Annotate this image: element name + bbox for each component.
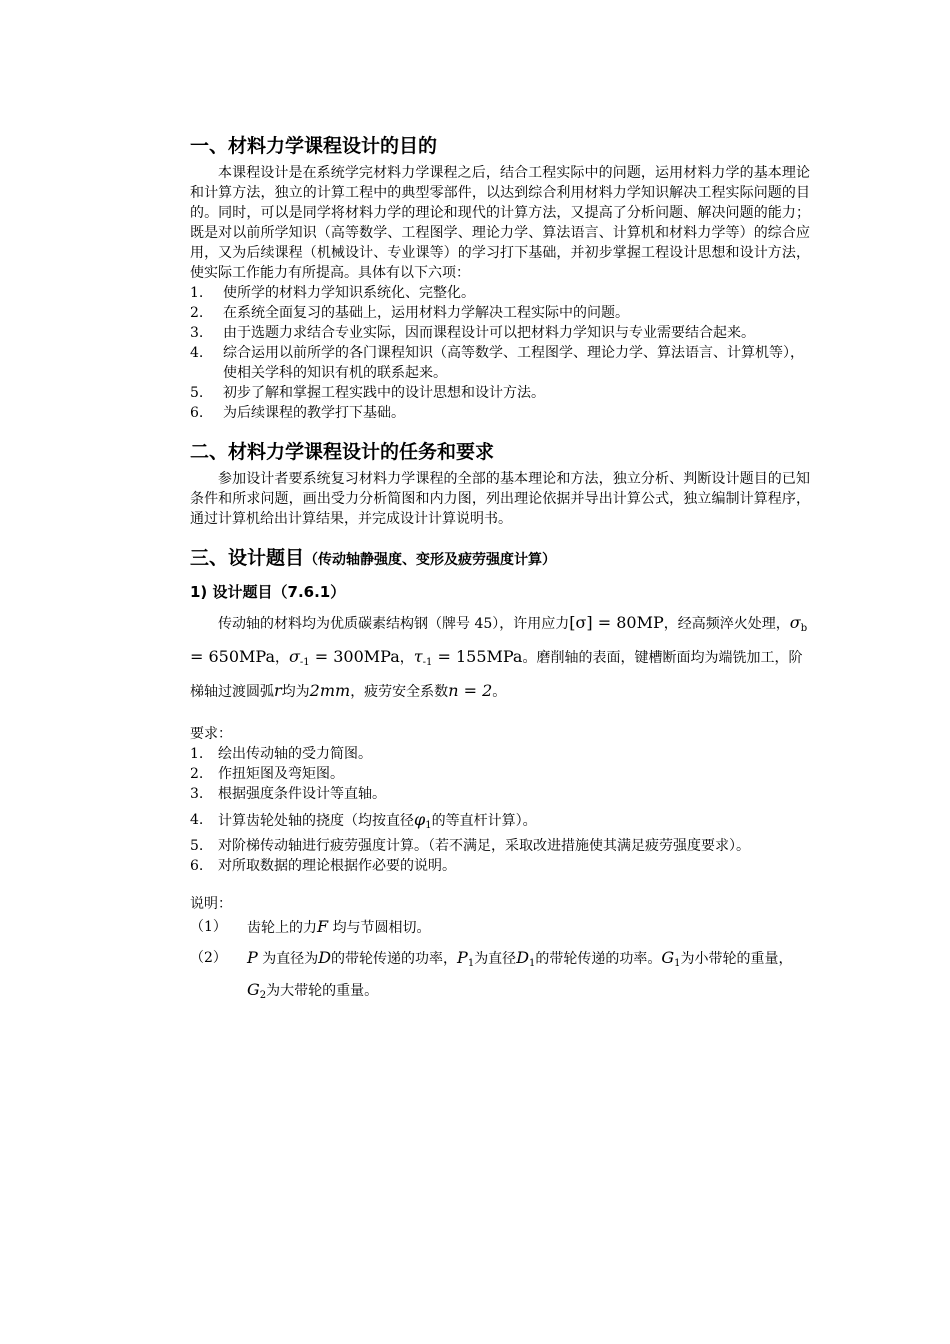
formula-r: r <box>274 681 282 700</box>
problem-statement: 传动轴的材料均为优质碳素结构钢（牌号 45），许用应力[σ] = 80MP，经高频淬火处理，σb = 650MPa，σ-1 = 300MPa，τ-1 = 155MPa。磨削轴的表面，键槽断面均为端铣加工，阶梯轴过渡圆弧r均为2mm，疲劳安全系数n = 2。 <box>190 613 808 700</box>
section-1-title: 一、材料力学课程设计的目的 <box>190 135 438 157</box>
list-item: 6. 为后续课程的教学打下基础。 <box>190 405 405 421</box>
list-item: 5. 对阶梯传动轴进行疲劳强度计算。（若不满足，采取改进措施使其满足疲劳强度要求）。 <box>190 838 750 854</box>
list-item: 1. 使所学的材料力学知识系统化、完整化。 <box>190 285 475 301</box>
formula-tau-minus1: τ-1 = 155MPa <box>413 647 523 668</box>
section-1-list <box>190 283 810 423</box>
formula-2mm: 2mm <box>309 681 351 700</box>
list-item: 6. 对所取数据的理论根据作必要的说明。 <box>190 858 456 874</box>
formula-D: D <box>318 948 332 967</box>
document-page <box>190 133 810 1009</box>
notes-title: 说明： <box>190 896 232 912</box>
formula-G2: G2 <box>247 980 267 1001</box>
list-item: 2. 作扭矩图及弯矩图。 <box>190 766 344 782</box>
requirements-title: 要求： <box>190 726 232 742</box>
topic-title: 1) 设计题目（7.6.1） <box>190 583 346 601</box>
list-item: 5. 初步了解和掌握工程实践中的设计思想和设计方法。 <box>190 385 545 401</box>
list-item: 4. 综合运用以前所学的各门课程知识（高等数学、工程图学、理论力学、算法语言、计算机等），使相关学科的知识有机的联系起来。 <box>190 345 804 381</box>
formula-G1: G1 <box>661 948 681 969</box>
section-3-subtitle: （传动轴静强度、变形及疲劳强度计算） <box>304 552 557 568</box>
note-item: （2） P 为直径为D的带轮传递的功率，P1为直径D1的带轮传递的功率。G1为小带轮的重量，G2为大带轮的重量。 <box>190 948 793 1001</box>
requirements-list <box>190 744 810 876</box>
list-item: 3. 由于选题力求结合专业实际，因而课程设计可以把材料力学知识与专业需要结合起来。 <box>190 325 755 341</box>
list-item: 2. 在系统全面复习的基础上，运用材料力学解决工程实际中的问题。 <box>190 305 629 321</box>
formula-F: F <box>317 917 329 936</box>
section-2-title: 二、材料力学课程设计的任务和要求 <box>190 441 495 463</box>
formula-phi1: φ1 <box>414 810 432 831</box>
notes-list <box>190 914 810 1009</box>
formula-sigma-minus1: σ-1 = 300MPa <box>289 647 400 668</box>
formula-n: n = 2 <box>448 681 493 700</box>
formula-P1: P1 <box>457 948 475 969</box>
list-item: 1. 绘出传动轴的受力简图。 <box>190 746 372 762</box>
formula-D1: D1 <box>516 948 536 969</box>
section-2-body: 参加设计者要系统复习材料力学课程的全部的基本理论和方法，独立分析、判断设计题目的已知条件和所求问题，画出受力分析简图和内力图，列出理论依据并导出计算公式，独立编制计算程序，通过计算机给出计算结果，并完成设计计算说明书。 <box>190 471 810 527</box>
list-item: 4. 计算齿轮处轴的挠度（均按直径φ1的等直杆计算）。 <box>190 810 537 831</box>
formula-sigma-b: σb = 650MPa <box>190 613 808 666</box>
section-1-intro: 本课程设计是在系统学完材料力学课程之后，结合工程实际中的问题，运用材料力学的基本理论和计算方法，独立的计算工程中的典型零部件，以达到综合利用材料力学知识解决工程实际问题的目的。同时，可以是同学将材料力学的理论和现代的计算方法，又提高了分析问题、解决问题的能力；既是对以前所学知识（高等数学、工程图学、理论力学、算法语言、计算机和材料力学等）的综合应用，又为后续课程（机械设计、专业课等）的学习打下基础，并初步掌握工程设计思想和设计方法，使实际工作能力有所提高。具体有以下六项： <box>190 165 810 281</box>
note-item: （1） 齿轮上的力F 均与节圆相切。 <box>190 917 431 936</box>
section-3-title: 三、设计题目（传动轴静强度、变形及疲劳强度计算） <box>190 547 557 569</box>
formula-P: P <box>247 948 258 967</box>
formula-allowable-stress: [σ] = 80MP <box>569 613 664 632</box>
list-item: 3. 根据强度条件设计等直轴。 <box>190 786 386 802</box>
